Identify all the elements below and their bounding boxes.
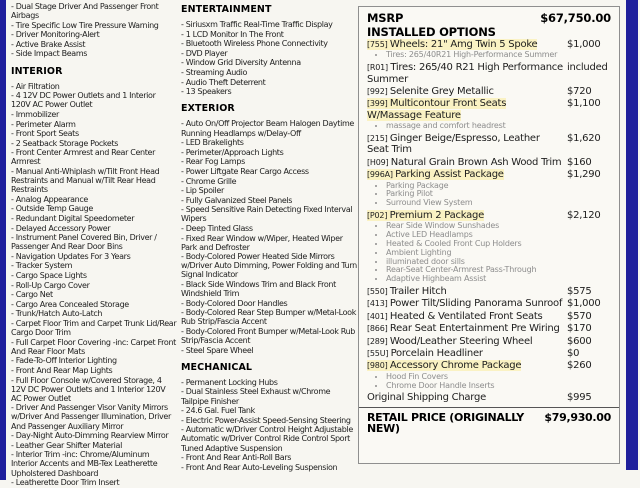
option-name (367, 311, 563, 322)
option-text: [866] Rear Seat Entertainment Pre Wiring (367, 323, 560, 335)
equipment-item: - Delayed Accessory Power (11, 224, 177, 233)
option-text: [215] Ginger Beige/Espresso, Leather Seat Trim (367, 133, 540, 156)
option-text: [413] Power Tilt/Sliding Panorama Sunroof (367, 298, 563, 310)
msrp-row (367, 12, 611, 26)
equipment-item: - Dual Stage Driver And Passenger Front Airbags (11, 2, 177, 20)
option-text: [401] Heated & Ventilated Front Seats (367, 310, 543, 322)
equipment-item: - Cargo Area Concealed Storage (11, 300, 177, 309)
option-name (367, 298, 563, 309)
equipment-list (181, 20, 357, 96)
option-row (367, 133, 611, 156)
option-code: [P02] (367, 211, 390, 221)
option-sub-item: • Rear-Seat Center-Armrest Pass-Through (386, 266, 611, 275)
equipment-list (181, 119, 357, 354)
equipment-column-2 (181, 5, 357, 472)
option-row (367, 298, 611, 309)
option-name (367, 169, 563, 180)
option-sub-item: • illuminated door sills (386, 258, 611, 267)
option-row (367, 336, 611, 347)
option-price: $260 (567, 360, 592, 372)
equipment-item: - Front Center Armrest and Rear Center Armrest (11, 148, 177, 166)
option-text: [289] Wood/Leather Steering Wheel (367, 335, 533, 347)
equipment-item: - Streaming Audio (181, 68, 357, 77)
equipment-item: - Leather Gear Shifter Material (11, 441, 177, 450)
option-price: $570 (567, 310, 592, 322)
equipment-item: - DVD Player (181, 49, 357, 58)
equipment-list (11, 82, 177, 488)
equipment-item: - Cargo Net (11, 290, 177, 299)
option-price: $170 (567, 323, 592, 335)
equipment-item: - Perimeter Alarm (11, 120, 177, 129)
equipment-list (11, 2, 177, 59)
option-code: [980] (367, 361, 390, 371)
equipment-item: - Bluetooth Wireless Phone Connectivity (181, 39, 357, 48)
option-highlight: [P02] Premium 2 Package (367, 210, 485, 222)
option-name (367, 210, 563, 221)
option-price: $160 (567, 156, 592, 168)
option-code: [399] (367, 99, 390, 109)
retail-price-label: RETAIL PRICE (ORIGINALLY NEW) (367, 410, 524, 436)
equipment-item: - 24.6 Gal. Fuel Tank (181, 406, 357, 415)
equipment-item: - 2 Seatback Storage Pockets (11, 139, 177, 148)
retail-price-value: $79,930.00 (544, 410, 611, 424)
equipment-item: - Speed Sensitive Rain Detecting Fixed Interval Wipers (181, 205, 357, 223)
option-row (367, 98, 611, 121)
option-name (367, 286, 563, 297)
equipment-item: - Front And Rear Map Lights (11, 366, 177, 375)
option-code: [H09] (367, 157, 391, 167)
equipment-item: - Front Sport Seats (11, 129, 177, 138)
option-text: [H09] Natural Grain Brown Ash Wood Trim (367, 156, 562, 168)
option-sub-item: • Parking Pilot (386, 190, 611, 199)
option-code: [289] (367, 336, 390, 346)
equipment-item: - Automatic w/Driver Control Height Adjustable Automatic w/Driver Control Ride Control Sport Tuned Adaptive Suspension (181, 425, 357, 452)
options-list (367, 39, 611, 390)
equipment-item: - Body-Colored Power Heated Side Mirrors w/Driver Auto Dimming, Power Folding and Turn Signal Indicator (181, 252, 357, 279)
right-accent-bar (626, 0, 638, 470)
option-sub-item: • Tires: 265/40R21 High-Performance Summer (386, 51, 611, 60)
option-sub-items (367, 182, 611, 208)
equipment-item: - Fixed Rear Window w/Wiper, Heated Wiper Park and Defroster (181, 234, 357, 252)
equipment-item: - Lip Spoiler (181, 186, 357, 195)
option-sub-item: • Chrome Door Handle Inserts (386, 382, 611, 391)
option-row (367, 323, 611, 334)
equipment-item: - Instrument Panel Covered Bin, Driver / Passenger And Rear Door Bins (11, 233, 177, 251)
option-code: [996A] (367, 170, 396, 180)
option-price: $720 (567, 86, 592, 98)
equipment-item: - Front And Rear Anti-Roll Bars (181, 453, 357, 462)
msrp-label: MSRP (367, 11, 404, 25)
equipment-item: - Immobilizer (11, 110, 177, 119)
option-name (367, 133, 563, 156)
equipment-item: - 13 Speakers (181, 87, 357, 96)
option-code: [550] (367, 287, 390, 297)
option-sub-item: • Hood Fin Covers (386, 373, 611, 382)
equipment-item: - LED Brakelights (181, 138, 357, 147)
option-text: [550] Trailer Hitch (367, 286, 447, 298)
option-price: included (567, 62, 608, 74)
option-sub-item: • Adaptive Highbeam Assist (386, 275, 611, 284)
option-price: $600 (567, 335, 592, 347)
equipment-item: - Air Filtration (11, 82, 177, 91)
equipment-item: - Audio Theft Deterrent (181, 78, 357, 87)
option-sub-items (367, 222, 611, 284)
installed-options-header (367, 26, 611, 40)
equipment-item: - Window Grid Diversity Antenna (181, 58, 357, 67)
option-code: [55U] (367, 349, 391, 359)
option-price: $0 (567, 348, 580, 360)
equipment-item: - Tire Specific Low Tire Pressure Warning (11, 21, 177, 30)
option-row (367, 86, 611, 97)
option-row (367, 286, 611, 297)
option-row (367, 348, 611, 359)
shipping-label: Original Shipping Charge (367, 392, 486, 404)
option-sub-item: • Heated & Cooled Front Cup Holders (386, 240, 611, 249)
equipment-item: - Steel Spare Wheel (181, 346, 357, 355)
equipment-item: - Navigation Updates For 3 Years (11, 252, 177, 261)
equipment-item: - 1 LCD Monitor In The Front (181, 30, 357, 39)
option-highlight: [980] Accessory Chrome Package (367, 360, 522, 372)
option-name (367, 86, 563, 97)
option-name (367, 98, 563, 121)
retail-price-row (359, 407, 619, 439)
left-accent-bar (0, 0, 6, 480)
equipment-item: - Fade-To-Off Interior Lighting (11, 356, 177, 365)
section-header: EXTERIOR (181, 103, 235, 115)
option-text: [55U] Porcelain Headliner (367, 348, 483, 360)
equipment-item: - Siriusxm Traffic Real-Time Traffic Display (181, 20, 357, 29)
equipment-item: - Side Impact Beams (11, 49, 177, 58)
option-name (367, 360, 563, 371)
shipping-value: $995 (567, 392, 592, 404)
equipment-item: - Active Brake Assist (11, 40, 177, 49)
equipment-item: - Redundant Digital Speedometer (11, 214, 177, 223)
equipment-list (181, 378, 357, 472)
option-price: $1,000 (567, 39, 601, 50)
option-row (367, 157, 611, 168)
equipment-item: - Leatherette Door Trim Insert (11, 478, 177, 487)
option-sub-item: • Rear Side Window Sunshades (386, 222, 611, 231)
equipment-item: - Tracker System (11, 261, 177, 270)
option-text: [R01] Tires: 265/40 R21 High Performance Summer (367, 62, 563, 85)
installed-options-label: INSTALLED OPTIONS (367, 24, 496, 39)
option-highlight: [996A] Parking Assist Package (367, 169, 504, 181)
section-header: ENTERTAINMENT (181, 4, 272, 15)
option-row (367, 210, 611, 221)
equipment-item: - Full Floor Console w/Covered Storage, 4 12V DC Power Outlets and 1 Interior 120V AC Power Outlet (11, 376, 177, 403)
equipment-item: - Cargo Space Lights (11, 271, 177, 280)
equipment-item: - Trunk/Hatch Auto-Latch (11, 309, 177, 318)
equipment-item: - Body-Colored Door Handles (181, 299, 357, 308)
equipment-item: - Body-Colored Front Bumper w/Metal-Look Rub Strip/Fascia Accent (181, 327, 357, 345)
equipment-item: - Driver Monitoring-Alert (11, 30, 177, 39)
equipment-item: - 4 12V DC Power Outlets and 1 Interior 120V AC Power Outlet (11, 91, 177, 109)
option-name (367, 62, 563, 85)
option-sub-items (367, 373, 611, 391)
option-row (367, 39, 611, 50)
option-sub-items (367, 51, 611, 60)
option-sub-items (367, 122, 611, 131)
option-highlight: [399] Multicontour Front Seats W/Massage Feature (367, 98, 507, 121)
equipment-item: - Black Side Windows Trim and Black Front Windshield Trim (181, 280, 357, 298)
option-name (367, 39, 563, 50)
equipment-item: - Carpet Floor Trim and Carpet Trunk Lid/Rear Cargo Door Trim (11, 319, 177, 337)
equipment-item: - Roll-Up Cargo Cover (11, 281, 177, 290)
equipment-item: - Electric Power-Assist Speed-Sensing Steering (181, 416, 357, 425)
option-code: [413] (367, 299, 390, 309)
equipment-item: - Analog Appearance (11, 195, 177, 204)
option-row (367, 360, 611, 371)
equipment-item: - Day-Night Auto-Dimming Rearview Mirror (11, 431, 177, 440)
pricing-panel (358, 6, 620, 464)
equipment-item: - Driver And Passenger Visor Vanity Mirrors w/Driver And Passenger Illumination, Driver And Passenger Auxiliary Mirror (11, 403, 177, 430)
shipping-row (367, 392, 611, 403)
section-header: INTERIOR (11, 65, 63, 77)
option-sub-item: • Parking Package (386, 182, 611, 191)
option-code: [866] (367, 324, 390, 334)
option-row (367, 311, 611, 322)
option-sub-item: • Surround View System (386, 199, 611, 208)
option-text: [992] Selenite Grey Metallic (367, 86, 494, 98)
option-code: [215] (367, 134, 390, 144)
equipment-item: - Manual Anti-Whiplash w/Tilt Front Head Restraints and Manual w/Tilt Rear Head Restraints (11, 167, 177, 194)
option-price: $2,120 (567, 210, 601, 222)
option-row (367, 169, 611, 180)
equipment-item: - Outside Temp Gauge (11, 204, 177, 213)
option-highlight: [755] Wheels: 21" Amg Twin 5 Spoke (367, 39, 538, 50)
equipment-item: - Fully Galvanized Steel Panels (181, 196, 357, 205)
equipment-item: - Power Liftgate Rear Cargo Access (181, 167, 357, 176)
option-price: $1,620 (567, 133, 601, 145)
equipment-item: - Perimeter/Approach Lights (181, 148, 357, 157)
option-price: $1,000 (567, 298, 601, 310)
option-price: $1,290 (567, 169, 601, 181)
option-sub-item: • Ambient Lighting (386, 249, 611, 258)
equipment-item: - Dual Stainless Steel Exhaust w/Chrome Tailpipe Finisher (181, 387, 357, 405)
equipment-item: - Front And Rear Auto-Leveling Suspension (181, 463, 357, 472)
option-code: [992] (367, 87, 390, 97)
option-name (367, 323, 563, 334)
option-name (367, 336, 563, 347)
equipment-item: - Full Carpet Floor Covering -inc: Carpet Front And Rear Floor Mats (11, 338, 177, 356)
equipment-item: - Auto On/Off Projector Beam Halogen Daytime Running Headlamps w/Delay-Off (181, 119, 357, 137)
equipment-column-1 (11, 2, 177, 488)
equipment-item: - Deep Tinted Glass (181, 224, 357, 233)
option-code: [401] (367, 311, 390, 321)
option-name (367, 157, 563, 168)
option-row (367, 62, 611, 85)
equipment-item: - Rear Fog Lamps (181, 157, 357, 166)
option-code: [R01] (367, 63, 391, 73)
option-sub-item: • massage and comfort headrest (386, 122, 611, 131)
equipment-item: - Permanent Locking Hubs (181, 378, 357, 387)
option-sub-item: • Active LED Headlamps (386, 231, 611, 240)
equipment-item: - Interior Trim -inc: Chrome/Aluminum Interior Accents and MB-Tex Leatherette Upholstered Dashboard (11, 450, 177, 477)
option-name (367, 348, 563, 359)
section-header: MECHANICAL (181, 361, 253, 373)
msrp-value: $67,750.00 (540, 11, 611, 25)
equipment-item: - Chrome Grille (181, 177, 357, 186)
equipment-item: - Body-Colored Rear Step Bumper w/Metal-Look Rub Strip/Fascia Accent (181, 308, 357, 326)
option-code: [755] (367, 40, 390, 49)
option-price: $1,100 (567, 98, 601, 110)
option-price: $575 (567, 286, 592, 298)
